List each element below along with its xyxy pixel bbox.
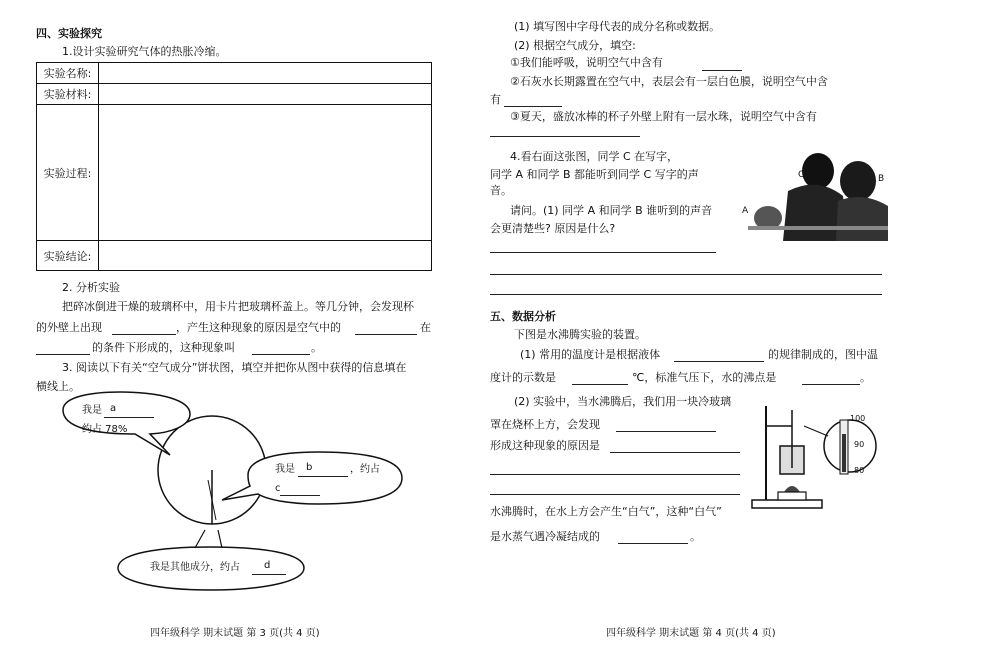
r-fill2: ②石灰水长期露置在空气中，表层会有一层白色膜，说明空气中含 [510, 75, 828, 88]
q2-line2c: 在 [420, 321, 431, 334]
thermo-100: 100 [850, 414, 866, 423]
answer-line[interactable] [490, 274, 882, 275]
air-composition-diagram [0, 0, 470, 600]
bubble-b-blank: b [306, 462, 313, 473]
s5-q1d: ℃，标准气压下，水的沸点是 [632, 371, 777, 384]
student-c-head [802, 153, 834, 189]
bubble-a-text2: 约占 78% [82, 424, 128, 435]
s5-q2a: (2) 实验中，当水沸腾后，我们用一块冷玻璃 [514, 395, 732, 408]
s5-q3c: 。 [690, 530, 701, 543]
student-b-head [840, 161, 876, 201]
blank-line[interactable] [674, 361, 764, 362]
zoom-pointer [804, 426, 828, 436]
exp-material-label: 实验材料: [37, 84, 99, 105]
s5-q1b: 的规律制成的，图中温 [768, 348, 878, 361]
q3-line1: 3. 阅读以下有关“空气成分”饼状图，填空并把你从图中获得的信息填在 [62, 361, 407, 374]
answer-line[interactable] [490, 294, 882, 295]
exp-name-label: 实验名称: [37, 63, 99, 84]
s5-q3b: 是水蒸气遇冷凝结成的 [490, 530, 600, 543]
blank-line[interactable] [702, 70, 742, 71]
q4-line2: 同学 A 和同学 B 都能听到同学 C 写字的声 [490, 168, 699, 181]
right-page [470, 0, 1000, 663]
answer-line[interactable] [490, 252, 716, 253]
bubble-b-blank-c: c [275, 483, 281, 494]
q4-line5: 会更清楚些? 原因是什么? [490, 222, 616, 235]
section5-title: 五、数据分析 [490, 310, 556, 323]
page-footer-right: 四年级科学 期末试题 第 4 页(共 4 页) [606, 628, 776, 639]
s5-intro: 下图是水沸腾实验的装置。 [514, 328, 646, 341]
bubble-d-text: 我是其他成分，约占 [150, 562, 240, 573]
photo-label-b: B [878, 174, 885, 184]
q4-line4: 请问。(1) 同学 A 和同学 B 谁听到的声音 [510, 204, 713, 217]
blank-line[interactable] [490, 136, 640, 137]
s5-q1c: 度计的示数是 [490, 371, 556, 384]
answer-line[interactable] [490, 474, 740, 475]
blank-line[interactable] [610, 452, 740, 453]
blank-line[interactable] [618, 543, 688, 544]
bubble-d-pointer [218, 530, 222, 548]
blank-line[interactable] [616, 431, 716, 432]
section4-title: 四、实验探究 [36, 27, 102, 40]
blank-line[interactable] [572, 384, 628, 385]
bubble-a-text1: 我是 [82, 405, 102, 416]
s5-q2b: 罩在烧杯上方，会发现 [490, 418, 600, 431]
blank-line[interactable] [280, 495, 320, 496]
bubble-d-blank: d [264, 560, 271, 571]
page-footer-left: 四年级科学 期末试题 第 3 页(共 4 页) [150, 628, 320, 639]
bubble-d-pointer [195, 530, 205, 548]
q2-line3a: 的条件下形成的，这种现象叫 [92, 341, 235, 354]
students-photo [728, 146, 888, 241]
q3-line2: 横线上。 [36, 380, 80, 393]
q2-title: 2. 分析实验 [62, 281, 120, 294]
stand-base [752, 500, 822, 508]
q1-text: 1.设计实验研究气体的热胀冷缩。 [62, 45, 227, 58]
left-page [0, 0, 470, 663]
s5-q2c: 形成这种现象的原因是 [490, 439, 600, 452]
student-b-body [836, 197, 888, 241]
q2-line2a: 的外壁上出现 [36, 321, 102, 334]
r-fill2-cont: 有 [490, 93, 501, 106]
bubble-b [222, 452, 402, 504]
thermometer-zoom [824, 420, 876, 472]
burner [778, 492, 806, 500]
blank-line[interactable] [298, 476, 348, 477]
exp-conclusion-label: 实验结论: [37, 241, 99, 271]
thermo-90: 90 [854, 440, 865, 449]
q2-line2b: ，产生这种现象的原因是空气中的 [176, 321, 341, 334]
blank-line[interactable] [104, 417, 154, 418]
blank-line[interactable] [802, 384, 860, 385]
q2-line3b: 。 [311, 341, 322, 354]
q4-line3: 音。 [490, 184, 512, 197]
q2-line1: 把碎冰倒进干燥的玻璃杯中，用卡片把玻璃杯盖上。等几分钟，会发现杯 [62, 300, 414, 313]
thermometer-liquid [842, 434, 846, 472]
bubble-b-suffix: ，约占 [350, 464, 380, 475]
q4-line1: 4.看右面这张图，同学 C 在写字， [510, 150, 679, 163]
r-instruction1: (1) 填写图中字母代表的成分名称或数据。 [514, 20, 721, 33]
photo-label-c: C [798, 170, 805, 180]
s5-q1a: (1) 常用的温度计是根据液体 [520, 348, 661, 361]
r-fill3: ③夏天，盛放冰棒的杯子外壁上附有一层水珠，说明空气中含有 [510, 110, 817, 123]
photo-label-a: A [742, 206, 749, 216]
thermo-80: 80 [854, 466, 865, 475]
answer-line[interactable] [490, 494, 740, 495]
bubble-b-text1: 我是 [275, 464, 295, 475]
s5-q3a: 水沸腾时，在水上方会产生“白气”，这种“白气” [490, 505, 722, 518]
burner-flame [784, 486, 800, 492]
blank-line[interactable] [504, 106, 562, 107]
s5-q1e: 。 [860, 371, 871, 384]
r-fill1: ①我们能呼吸，说明空气中含有 [510, 56, 663, 69]
exp-process-label: 实验过程: [37, 105, 99, 241]
desk [748, 226, 888, 230]
r-instruction2: (2) 根据空气成分，填空: [514, 39, 636, 52]
blank-line[interactable] [252, 574, 286, 575]
bubble-a-blank: a [110, 403, 117, 414]
